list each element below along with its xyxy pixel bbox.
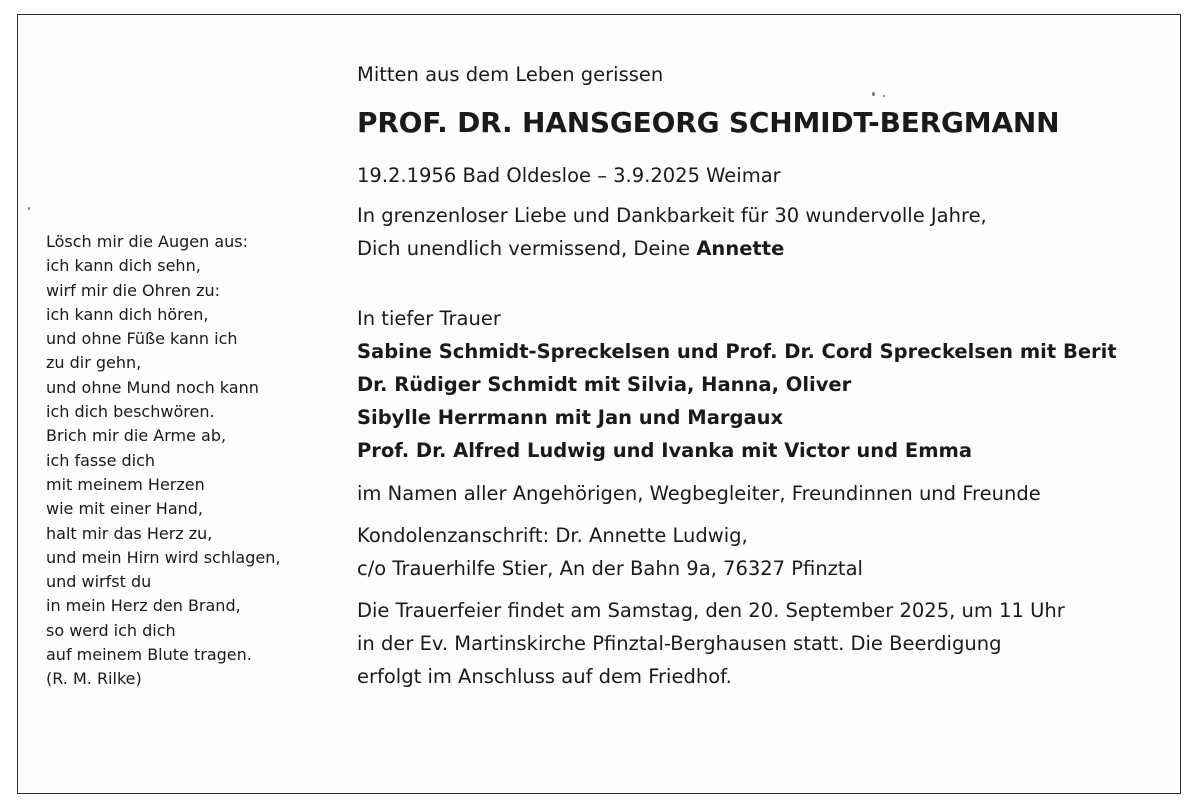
mourner-line: Prof. Dr. Alfred Ludwig und Ivanka mit Victor und Emma bbox=[357, 439, 972, 462]
dedication-line: In grenzenloser Liebe und Dankbarkeit für 30 wundervolle Jahre, bbox=[357, 204, 987, 227]
poem-line: wirf mir die Ohren zu: bbox=[46, 280, 221, 300]
scan-speck bbox=[28, 207, 30, 210]
condolence-address-line: Kondolenzanschrift: Dr. Annette Ludwig, bbox=[357, 524, 748, 547]
mourner-line: Dr. Rüdiger Schmidt mit Silvia, Hanna, Oliver bbox=[357, 373, 852, 396]
condolence-address-line: c/o Trauerhilfe Stier, An der Bahn 9a, 76327 Pfinztal bbox=[357, 557, 863, 580]
poem-line: auf meinem Blute tragen. bbox=[46, 645, 252, 665]
poem-line: ich kann dich hören, bbox=[46, 304, 209, 324]
service-info-line: Die Trauerfeier findet am Samstag, den 20. September 2025, um 11 Uhr bbox=[357, 599, 1065, 622]
mourner-line: Sabine Schmidt-Spreckelsen und Prof. Dr. Cord Spreckelsen mit Berit bbox=[357, 340, 1117, 363]
poem-author: (R. M. Rilke) bbox=[46, 669, 142, 689]
poem-line: mit meinem Herzen bbox=[46, 474, 205, 494]
mourners-intro: In tiefer Trauer bbox=[357, 307, 501, 330]
service-info-line: in der Ev. Martinskirche Pfinztal-Berghausen statt. Die Beerdigung bbox=[357, 632, 1002, 655]
mourner-line: Sibylle Herrmann mit Jan und Margaux bbox=[357, 406, 784, 429]
family-note: im Namen aller Angehörigen, Wegbegleiter, Freundinnen und Freunde bbox=[357, 482, 1041, 505]
dedication-signature: Annette bbox=[696, 237, 785, 260]
poem-line: zu dir gehn, bbox=[46, 353, 142, 373]
obituary-main-text bbox=[357, 58, 1157, 693]
poem-line: ich fasse dich bbox=[46, 450, 156, 470]
poem-line: Lösch mir die Augen aus: bbox=[46, 232, 248, 251]
service-info-line: erfolgt im Anschluss auf dem Friedhof. bbox=[357, 665, 732, 688]
headline: Mitten aus dem Leben gerissen bbox=[357, 63, 664, 86]
poem-line: so werd ich dich bbox=[46, 620, 176, 640]
poem-line: in mein Herz den Brand, bbox=[46, 596, 241, 616]
dedication-line bbox=[357, 232, 1157, 265]
poem-line: wie mit einer Hand, bbox=[46, 499, 204, 519]
life-dates: 19.2.1956 Bad Oldesloe – 3.9.2025 Weimar bbox=[357, 164, 781, 187]
poem-line: und wirfst du bbox=[46, 572, 152, 592]
poem-line: und ohne Mund noch kann bbox=[46, 377, 259, 397]
dedication-prefix: Dich unendlich vermissend, Deine bbox=[357, 237, 697, 260]
poem-line: ich kann dich sehn, bbox=[46, 256, 201, 276]
deceased-name: PROF. DR. HANSGEORG SCHMIDT-BERGMANN bbox=[357, 106, 1060, 139]
poem-line: halt mir das Herz zu, bbox=[46, 523, 213, 543]
poem-line: und mein Hirn wird schlagen, bbox=[46, 547, 281, 567]
poem-line: ich dich beschwören. bbox=[46, 402, 215, 422]
rilke-poem bbox=[46, 230, 336, 692]
poem-line: und ohne Füße kann ich bbox=[46, 329, 238, 349]
poem-line: Brich mir die Arme ab, bbox=[46, 426, 227, 446]
